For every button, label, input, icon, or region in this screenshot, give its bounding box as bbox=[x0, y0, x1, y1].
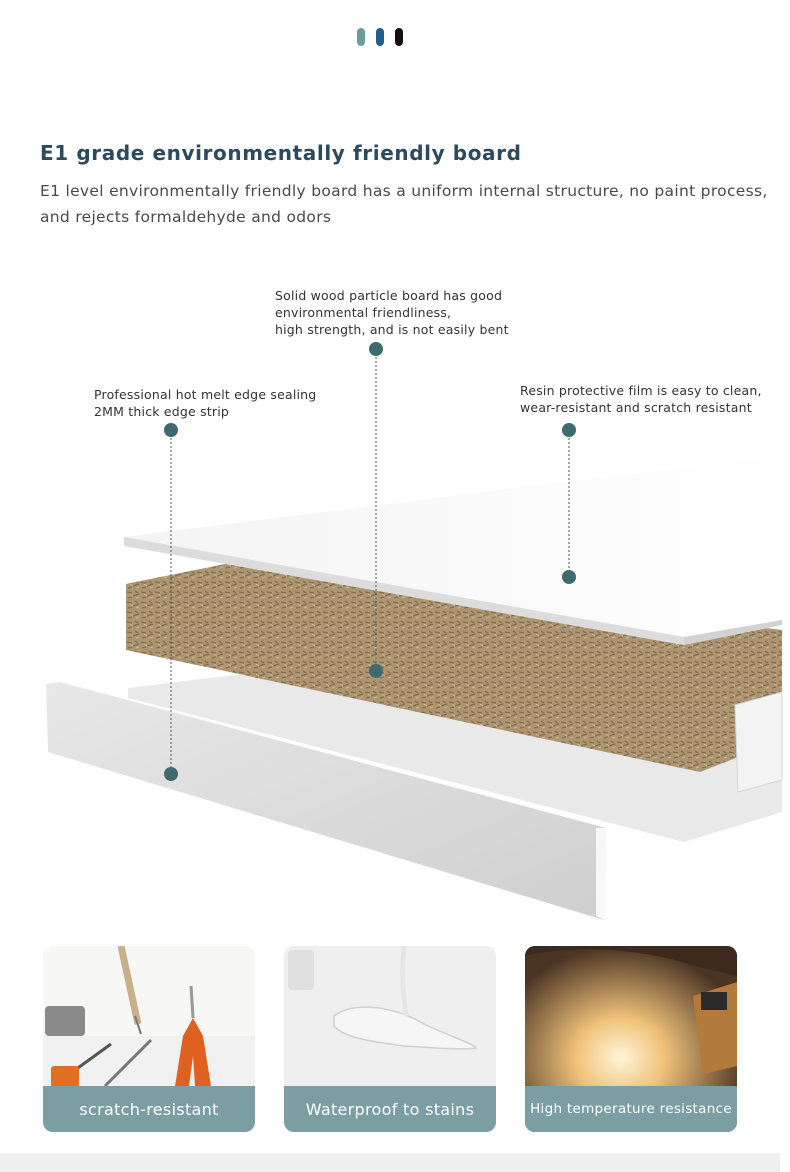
edge-strip-side bbox=[596, 828, 606, 920]
page-indicator bbox=[357, 28, 403, 46]
feature-card-heat bbox=[525, 946, 737, 1132]
marker-core-top bbox=[369, 342, 383, 356]
marker-film-bottom bbox=[562, 570, 576, 584]
marker-edge-top bbox=[164, 423, 178, 437]
marker-edge-bottom bbox=[164, 767, 178, 781]
feature-label-waterproof: Waterproof to stains bbox=[284, 1086, 496, 1132]
callout-film: Resin protective film is easy to clean, wear-resistant and scratch resistant bbox=[520, 383, 762, 415]
section-title: E1 grade environmentally friendly board bbox=[40, 141, 522, 165]
indicator-dot-2 bbox=[376, 28, 384, 46]
marker-film-top bbox=[562, 423, 576, 437]
feature-label-scratch: scratch-resistant bbox=[43, 1086, 255, 1132]
section-description: E1 level environmentally friendly board has a uniform internal structure, no paint process, and rejects formaldehyde and odors bbox=[40, 182, 768, 226]
feature-card-waterproof bbox=[284, 946, 496, 1132]
side-edge-strip bbox=[735, 692, 782, 792]
feature-label-heat: High temperature resistance bbox=[525, 1086, 737, 1132]
marker-core-bottom bbox=[369, 664, 383, 678]
indicator-dot-3 bbox=[395, 28, 403, 46]
board-layers-illustration bbox=[0, 240, 790, 940]
callout-edge: Professional hot melt edge sealing 2MM thick edge strip bbox=[94, 387, 317, 419]
footer-band bbox=[0, 1153, 780, 1172]
callout-core: Solid wood particle board has good environmental friendliness, high strength, and is not easily bent bbox=[275, 288, 509, 337]
feature-card-scratch bbox=[43, 946, 255, 1132]
indicator-dot-1 bbox=[357, 28, 365, 46]
